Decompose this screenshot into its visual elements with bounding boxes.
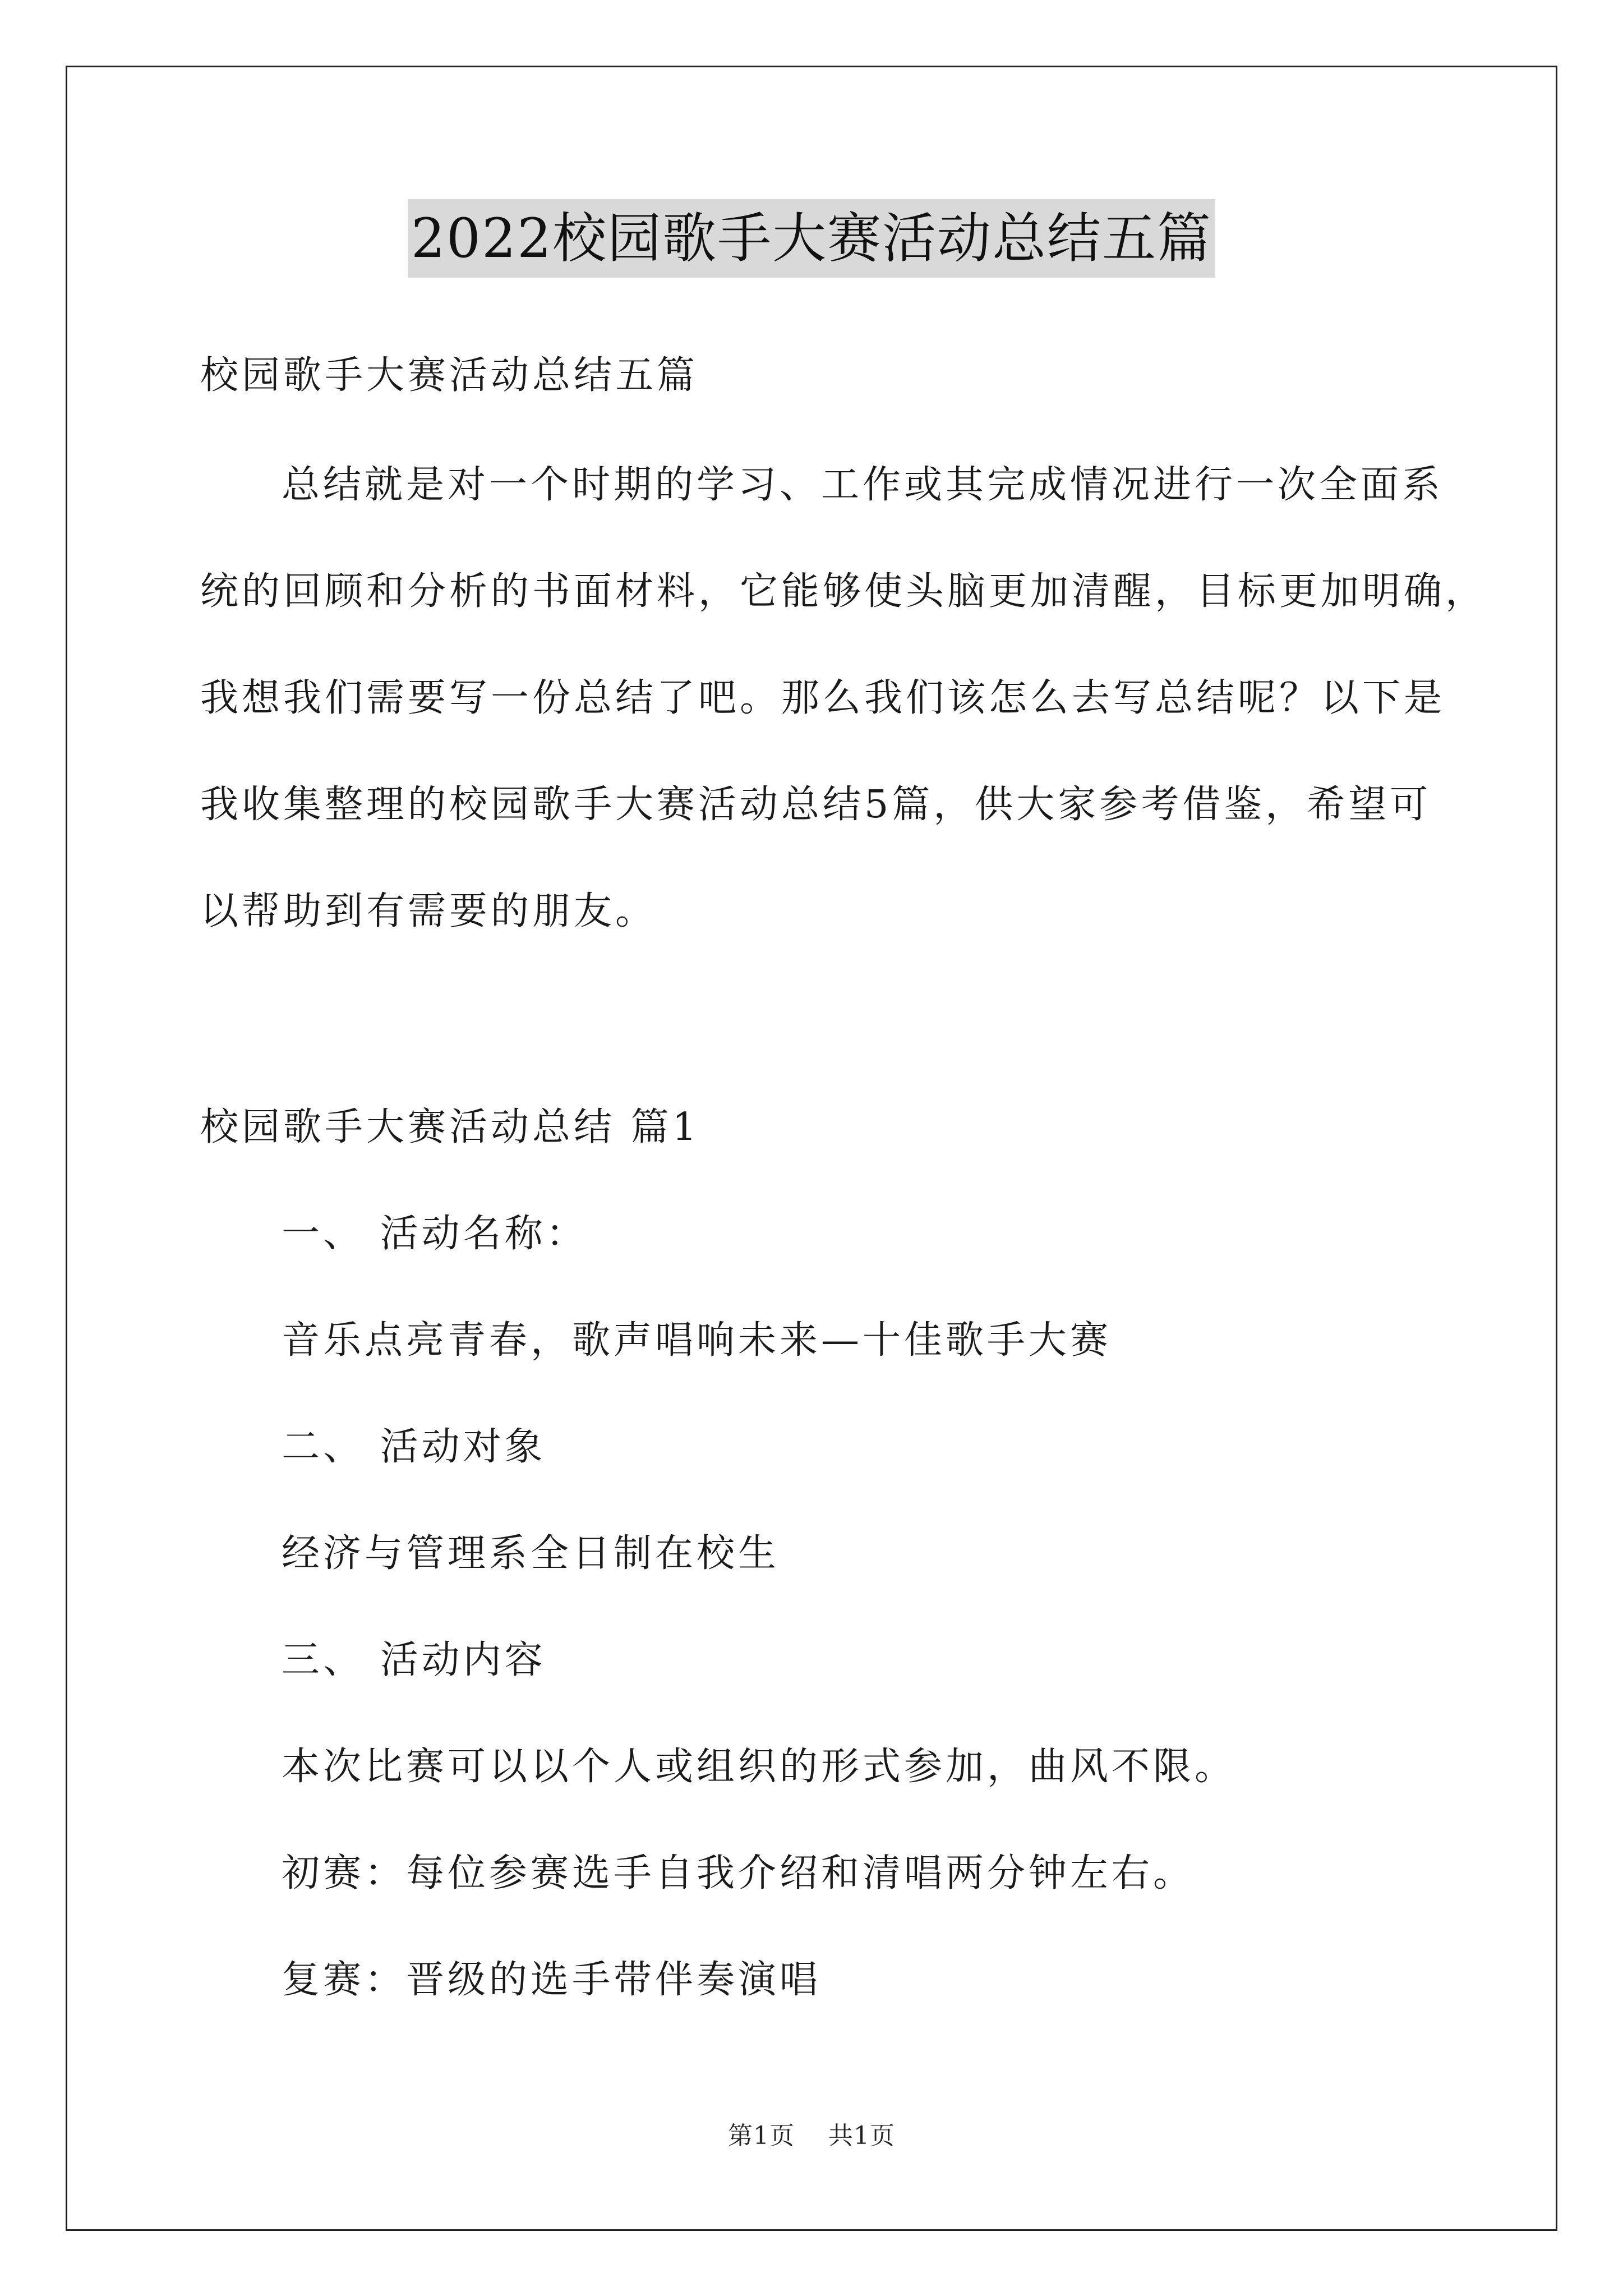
section-line-8: 复赛：晋级的选手带伴奏演唱 <box>282 1958 822 2002</box>
document-subtitle: 校园歌手大赛活动总结五篇 <box>200 353 699 398</box>
title-container <box>0 199 1623 278</box>
page-total: 共1页 <box>828 2122 895 2150</box>
section-line-4: 经济与管理系全日制在校生 <box>282 1531 780 1576</box>
document-title: 2022校园歌手大赛活动总结五篇 <box>408 199 1215 278</box>
section-line-6: 本次比赛可以以个人或组织的形式参加，曲风不限。 <box>282 1745 1237 1789</box>
page-number: 第1页 <box>728 2122 795 2150</box>
section-line-5: 三、 活动内容 <box>282 1638 546 1682</box>
section-line-1: 一、 活动名称： <box>282 1212 588 1256</box>
section-line-2: 音乐点亮青春，歌声唱响未来—十佳歌手大赛 <box>282 1318 1112 1363</box>
section-line-3: 二、 活动对象 <box>282 1425 546 1469</box>
section-line-7: 初赛：每位参赛选手自我介绍和清唱两分钟左右。 <box>282 1851 1195 1895</box>
page-footer <box>0 2119 1623 2153</box>
intro-line-1: 总结就是对一个时期的学习、工作或其完成情况进行一次全面系 <box>282 463 1444 507</box>
intro-line-2: 统的回顾和分析的书面材料，它能够使头脑更加清醒，目标更加明确， <box>200 569 1487 614</box>
intro-line-5: 以帮助到有需要的朋友。 <box>200 889 657 933</box>
intro-line-3: 我想我们需要写一份总结了吧。那么我们该怎么去写总结呢？以下是 <box>200 676 1446 720</box>
intro-line-4: 我收集整理的校园歌手大赛活动总结5篇，供大家参考借鉴，希望可 <box>200 783 1432 827</box>
section-heading: 校园歌手大赛活动总结 篇1 <box>200 1105 700 1149</box>
